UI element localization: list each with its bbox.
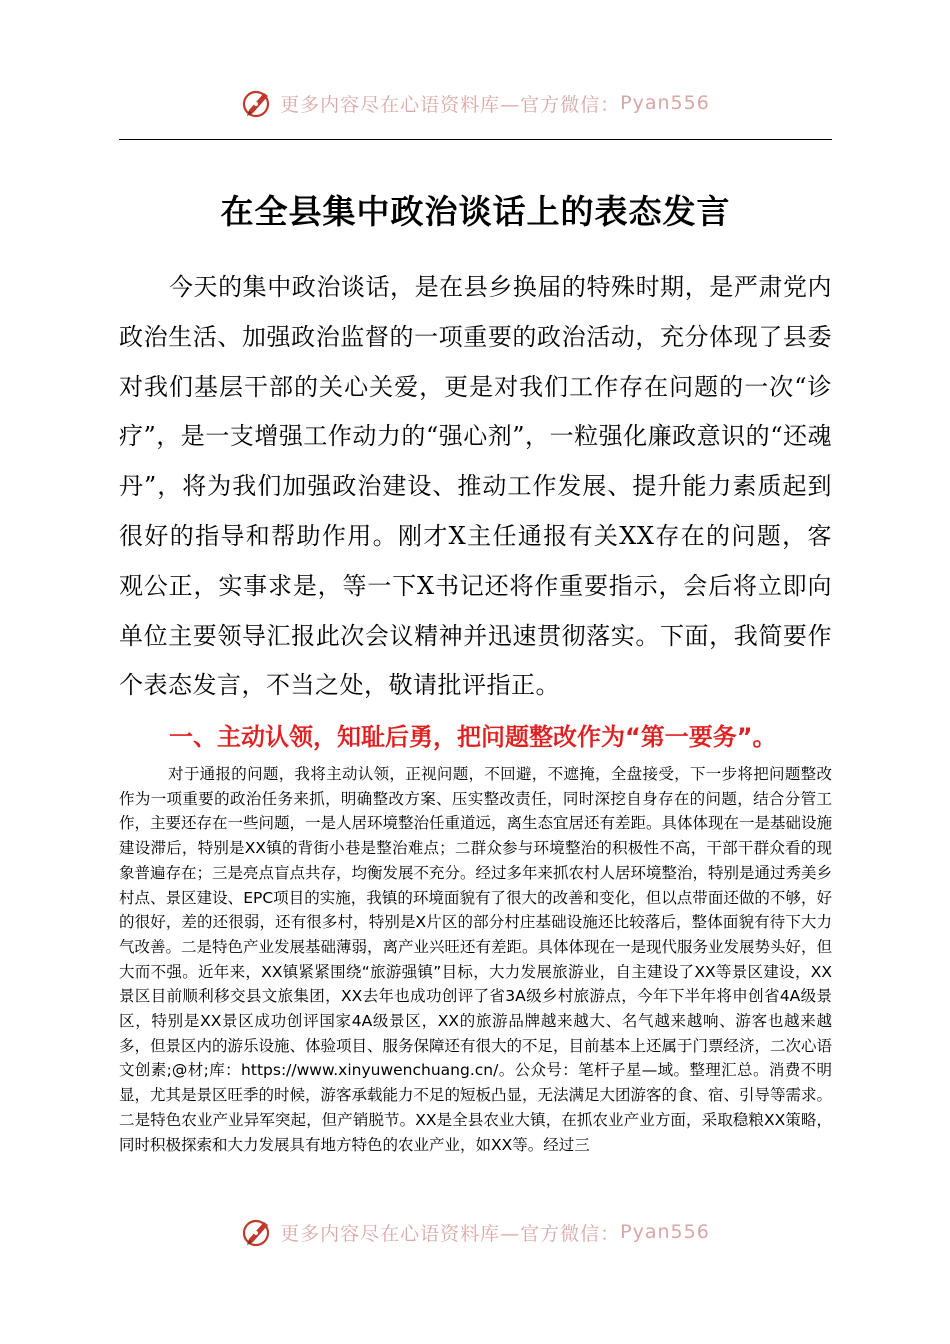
intro-paragraph: 今天的集中政治谈话，是在县乡换届的特殊时期，是严肃党内政治生活、加强政治监督的一项重要的政治活动，充分体现了县委对我们基层干部的关心关爱，更是对我们工作存在问题的一次“诊疗”，是一支增强工作动力的“强心剂”，一粒强化廉政意识的“还魂丹”，将为我们加强政治建设、推动工作发展、提升能力素质起到很好的指导和帮助作用。刚才X主任通报有关XX存在的问题，客观公正，实事求是，等一下X书记还将作重要指示，会后将立即向单位主要领导汇报此次会议精神并迅速贯彻落实。下面，我简要作个表态发言，不当之处，敬请批评指正。 [119,273,832,700]
pen-logo-icon [240,1215,274,1249]
header-divider [119,139,832,140]
banner-wechat-id: Pyan556 [620,1221,710,1243]
section-heading: 一、主动认领，知耻后勇，把问题整改作为“第一要务”。 [169,723,777,751]
document-title: 在全县集中政治谈话上的表态发言 [220,192,731,231]
banner-text: 更多内容尽在心语资料库—官方微信： [280,93,621,116]
banner-text: 更多内容尽在心语资料库—官方微信： [280,1222,621,1245]
footer-watermark-banner [0,1212,950,1252]
header-watermark-banner [0,83,950,123]
pen-logo-icon [240,86,274,120]
banner-wechat-id: Pyan556 [620,92,710,114]
section-paragraph: 对于通报的问题，我将主动认领，正视问题，不回避，不遮掩，全盘接受，下一步将把问题整改作为一项重要的政治任务来抓，明确整改方案、压实整改责任，同时深挖自身存在的问题，结合分管工作，主要还存在一些问题，一是人居环境整治任重道远，离生态宜居还有差距。具体体现在一是基础设施建设滞后，特别是XX镇的背街小巷是整治难点；二群众参与环境整治的积极性不高，干部干群众看的现象普遍存在；三是亮点盲点共存，均衡发展不充分。经过多年来抓农村人居环境整治，特别是通过秀美乡村点、景区建设、EPC项目的实施，我镇的环境面貌有了很大的改善和变化，但以点带面还做的不够，好的很好，差的还很弱，还有很多村，特别是X片区的部分村庄基础设施还比较落后，整体面貌有待下大力气改善。二是特色产业发展基础薄弱，离产业兴旺还有差距。具体体现在一是现代服务业发展势头好，但大而不强。近年来，XX镇紧紧围绕“旅游强镇”目标，大力发展旅游业，自主建设了XX等景区建设，XX景区目前顺利移交县文旅集团，XX去年也成功创评了省3A级乡村旅游点，今年下半年将申创省4A级景区，特别是XX景区成功创评国家4A级景区，XX的旅游品牌越来越大、名气越来越响、游客也越来越多，但景区内的游乐设施、体验项目、服务保障还有很大的不足，目前基本上还属于门票经济，二次心语文创素;@材;库：https://www.xinyuwenchuang.cn/。公众号：笔杆子星—域。整理汇总。消费不明显，尤其是景区旺季的时候，游客承载能力不足的短板凸显，无法满足大团游客的食、宿、引导等需求。二是特色农业产业异军突起，但产销脱节。XX是全县农业大镇，在抓农业产业方面，采取稳粮XX策略，同时积极探索和大力发展具有地方特色的农业产业，如XX等。经过三 [119,765,833,1154]
